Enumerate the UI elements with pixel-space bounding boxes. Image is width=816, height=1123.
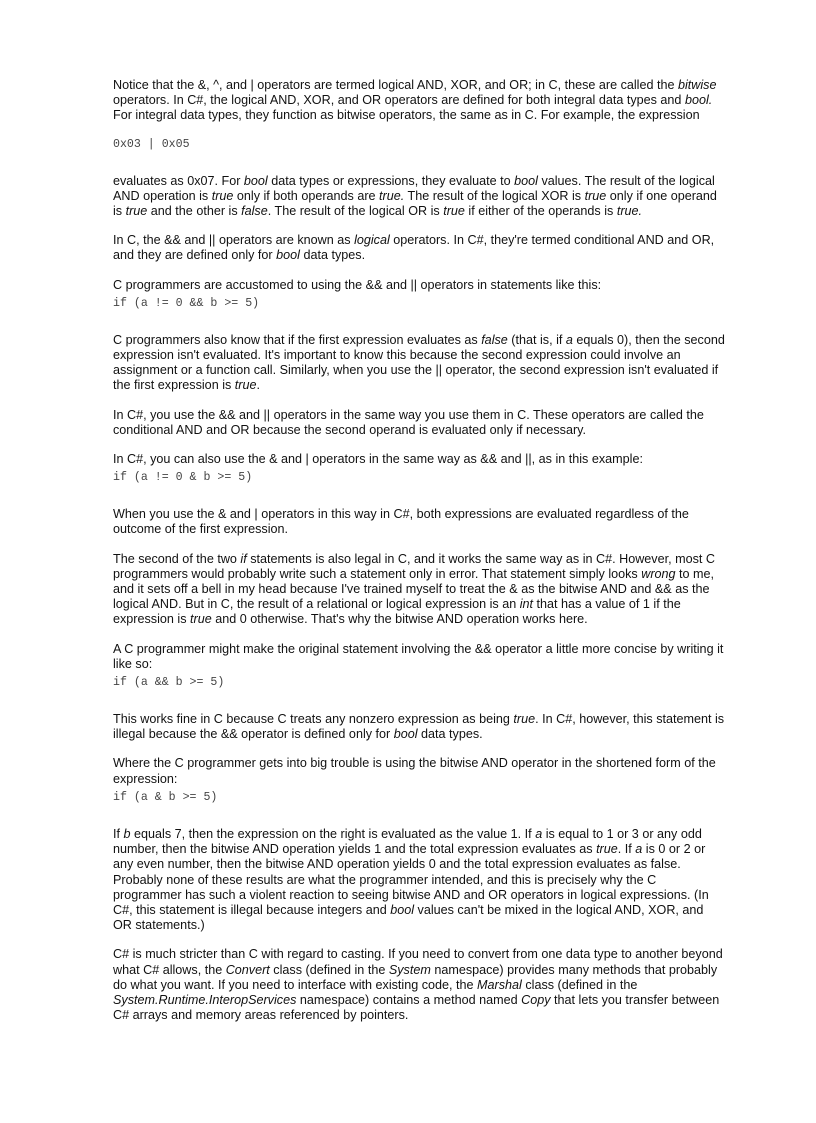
- text-run: A C programmer might make the original statement involving the && operator a little more concise by writing it like so:: [113, 641, 724, 671]
- text-run: that lets you transfer between C# arrays and memory areas referenced by pointers.: [113, 992, 720, 1023]
- text-run: Notice that the &, ^, and | operators are termed logical AND, XOR, and OR; in C, these are called the: [113, 78, 678, 92]
- emphasis-text: b: [123, 826, 131, 841]
- text-run: statements is also legal in C, and it works the same way as in C#. However, most C programmers would probably write such a statement only in error. That statement simply looks: [113, 551, 715, 581]
- emphasis-text: if: [240, 551, 247, 566]
- paragraph: [113, 78, 725, 124]
- text-run: namespace) contains a method named: [296, 992, 522, 1007]
- text-run: that has a value of 1 if the expression is: [113, 597, 681, 627]
- paragraph: [113, 278, 725, 293]
- text-run: When you use the & and | operators in this way in C#, both expressions are evaluated regardless of the outcome of the first expression.: [113, 507, 689, 537]
- paragraph: [113, 642, 725, 672]
- paragraph: [113, 507, 725, 537]
- text-run: Where the C programmer gets into big trouble is using the bitwise AND operator in the shortened form of the expression:: [113, 756, 716, 786]
- text-run: In C#, you can also use the & and | operators in the same way as && and ||, as in this example:: [113, 452, 643, 467]
- code-block: if (a & b >= 5): [113, 790, 218, 804]
- emphasis-text: true.: [379, 188, 405, 203]
- paragraph: [113, 174, 725, 220]
- text-run: values can't be mixed in the logical AND, XOR, and OR statements.): [113, 902, 704, 933]
- text-run: . If: [617, 842, 636, 857]
- text-run: values. The result of the logical AND operation is: [113, 173, 715, 203]
- text-run: to me, and it sets off a bell in my head because I've trained myself to treat the & as the bitwise AND and && as the logical AND. But in C, the result of a relational or logical expression is an: [113, 566, 715, 612]
- emphasis-text: a: [535, 826, 543, 841]
- emphasis-text: bool: [276, 248, 300, 263]
- emphasis-text: bool: [514, 173, 538, 188]
- text-run: only if one operand is: [113, 188, 717, 219]
- text-run: (that is, if: [507, 332, 566, 347]
- paragraph: [113, 408, 725, 438]
- text-run: In C#, you use the && and || operators in the same way you use them in C. These operators are called the conditional AND and OR because the second operand is evaluated only if necessary.: [113, 407, 704, 437]
- text-run: data types.: [417, 727, 483, 742]
- emphasis-text: true: [211, 188, 234, 203]
- text-run: operators. In C#, the logical AND, XOR, and OR operators are defined for both integral data types and: [113, 93, 685, 108]
- text-run: . In C#, however, this statement is illegal because the && operator is defined only for: [113, 712, 725, 742]
- emphasis-text: Copy: [521, 992, 551, 1007]
- text-run: This works fine in C because C treats any nonzero expression as being: [113, 712, 514, 727]
- paragraph: [113, 827, 725, 933]
- text-run: class (defined in the: [269, 962, 389, 977]
- emphasis-text: true: [443, 204, 465, 219]
- paragraph: [113, 552, 725, 628]
- text-run: is 0 or 2 or any even number, then the bitwise AND operation yields 0 and the total expression evaluates as false. Probably none of these results are what the programmer intended, and this is precisely why the C programmer has such a violent reaction to seeing bitwise AND and OR operators in logical expressions. (In C#, this statement is illegal because integers and: [113, 842, 709, 917]
- text-run: namespace) provides many methods that probably do what you want. If you need to interface with existing code, the: [113, 962, 718, 992]
- emphasis-text: bool.: [684, 93, 713, 108]
- text-run: data types.: [299, 248, 366, 263]
- code-block: if (a != 0 && b >= 5): [113, 296, 260, 310]
- text-run: C programmers also know that if the first expression evaluates as: [113, 332, 482, 347]
- emphasis-text: true: [596, 842, 618, 857]
- emphasis-text: a: [635, 842, 643, 857]
- text-run: In C, the && and || operators are known as: [113, 233, 355, 248]
- emphasis-text: logical: [354, 233, 390, 248]
- paragraph: [113, 756, 725, 786]
- text-run: if either of the operands is: [464, 204, 617, 219]
- emphasis-text: System: [388, 962, 431, 977]
- emphasis-text: false: [241, 204, 268, 219]
- emphasis-text: a: [565, 332, 573, 347]
- text-run: and the other is: [147, 204, 242, 219]
- paragraph: [113, 947, 725, 1023]
- emphasis-text: bool: [390, 902, 415, 917]
- text-run: class (defined in the: [521, 977, 638, 992]
- document-page: [113, 78, 725, 1037]
- emphasis-text: int: [519, 597, 534, 612]
- emphasis-text: Convert: [225, 962, 270, 977]
- paragraph: [113, 452, 725, 467]
- text-run: The result of the logical XOR is: [404, 188, 585, 203]
- code-block: 0x03 | 0x05: [113, 137, 190, 151]
- text-run: For integral data types, they function as bitwise operators, the same as in C. For example, the expression: [113, 108, 700, 123]
- text-run: and 0 otherwise. That's why the bitwise AND operation works here.: [211, 612, 588, 627]
- emphasis-text: Marshal: [477, 977, 522, 992]
- text-run: data types or expressions, they evaluate to: [267, 173, 515, 188]
- code-block: if (a && b >= 5): [113, 676, 225, 690]
- text-run: operators. In C#, they're termed conditional AND and OR, and they are defined only for: [113, 233, 715, 263]
- emphasis-text: true: [513, 712, 536, 727]
- emphasis-text: bool: [393, 727, 418, 742]
- emphasis-text: true: [584, 188, 607, 203]
- text-run: . The result of the logical OR is: [267, 204, 444, 219]
- emphasis-text: false: [481, 332, 508, 347]
- paragraph: [113, 233, 725, 263]
- emphasis-text: true: [125, 204, 148, 219]
- emphasis-text: bitwise: [677, 78, 717, 92]
- emphasis-text: bool: [243, 173, 268, 188]
- text-run: evaluates as 0x07. For: [113, 173, 244, 188]
- text-run: is equal to 1 or 3 or any odd number, then the bitwise AND operation yields 1 and the total expression evaluates as: [113, 826, 702, 857]
- emphasis-text: System.Runtime.InteropServices: [113, 992, 297, 1007]
- text-run: The second of the two: [113, 551, 241, 566]
- text-run: If: [113, 826, 124, 841]
- text-run: equals 0), then the second expression isn't evaluated. It's important to know this because the second expression could involve an assignment or a function call. Similarly, when you use the || operator, the second expression isn't evaluated if the first expression is: [113, 332, 725, 393]
- paragraph: [113, 333, 725, 394]
- emphasis-text: true: [190, 612, 212, 627]
- text-run: C programmers are accustomed to using the && and || operators in statements like this:: [113, 277, 602, 292]
- emphasis-text: true.: [616, 204, 643, 219]
- text-run: equals 7, then the expression on the right is evaluated as the value 1. If: [130, 826, 536, 841]
- text-run: .: [256, 378, 260, 393]
- paragraph: [113, 712, 725, 742]
- code-block: if (a != 0 & b >= 5): [113, 471, 253, 485]
- emphasis-text: true: [234, 378, 257, 393]
- emphasis-text: wrong: [641, 566, 676, 581]
- text-run: C# is much stricter than C with regard to casting. If you need to convert from one data type to another beyond what C# allows, the: [113, 947, 723, 977]
- text-run: only if both operands are: [233, 188, 380, 203]
